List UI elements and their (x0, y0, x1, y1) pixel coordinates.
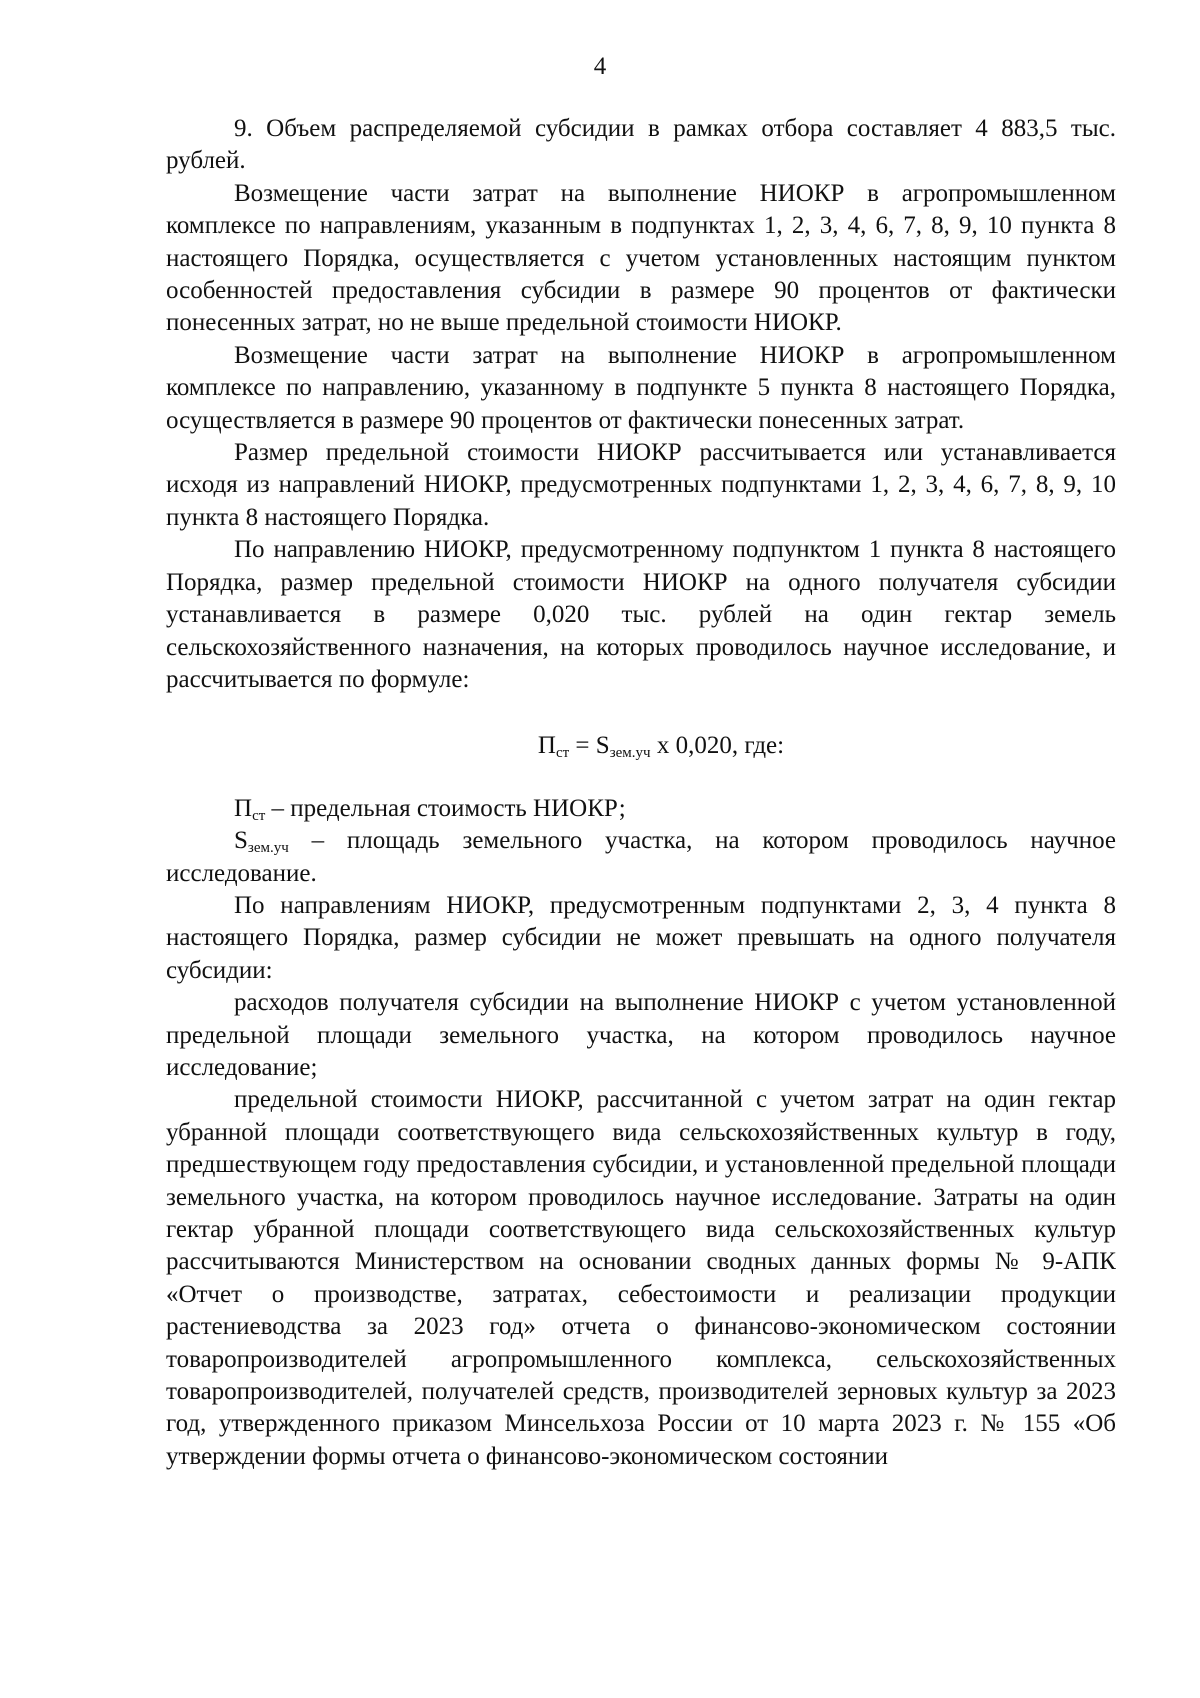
definition-text: – предельная стоимость НИОКР; (265, 794, 626, 822)
paragraph-direction-1: По направлению НИОКР, предусмотренному подпунктом 1 пункта 8 настоящего Порядка, размер предельной стоимости НИОКР на одного получателя субсидии устанавливается в размере 0,020 тыс. рублей на один гектар земель сельскохозяйственного назначения, на которых проводилось научное исследование, и рассчитывается по формуле: (166, 536, 1116, 693)
formula-lhs-symbol: П (537, 732, 556, 760)
page-number: 4 (593, 53, 607, 80)
definition-subscript: ст (252, 807, 266, 824)
formula-lhs-subscript: ст (555, 745, 570, 762)
definition-text: – площадь земельного участка, на котором проводилось научное исследование. (166, 827, 1116, 887)
definition-symbol: П (234, 794, 253, 822)
definition-land-area (166, 825, 1116, 890)
definition-limit-cost (166, 793, 1116, 825)
formula-equals: = (569, 732, 596, 760)
paragraph-directions-2-3-4: По направлениям НИОКР, предусмотренным подпунктами 2, 3, 4 пункта 8 настоящего Порядка, размер субсидии не может превышать на одного получателя субсидии: (166, 891, 1116, 984)
formula (166, 730, 1116, 762)
definition-symbol: S (234, 827, 248, 855)
document-body (166, 113, 1116, 1473)
paragraph-limit-cost: Размер предельной стоимости НИОКР рассчитывается или устанавливается исходя из направлений НИОКР, предусмотренных подпунктами 1, 2, 3, 4, 6, 7, 8, 9, 10 пункта 8 настоящего Порядка. (166, 439, 1116, 531)
formula-rhs-subscript: зем.уч (609, 745, 651, 762)
paragraph-limit-cost-calculation: предельной стоимости НИОКР, рассчитанной с учетом затрат на один гектар убранной площади соответствующего вида сельскохозяйственных культур в году, предшествующем году предоставления субсидии, и установленной предельной площади земельного участка, на котором проводилось научное исследование. Затраты на один гектар убранной площади соответствующего вида сельскохозяйственных культур рассчитываются Министерством на основании сводных данных формы № 9-АПК «Отчет о производстве, затратах, себестоимости и реализации продукции растениеводства за 2023 год» отчета о финансово-экономическом состоянии товаропроизводителей агропромышленного комплекса, сельскохозяйственных товаропроизводителей, получателей средств, производителей зерновых культур за 2023 год, утвержденного приказом Минсельхоза России от 10 марта 2023 г. № 155 «Об утверждении формы отчета о финансово-экономическом состоянии (166, 1086, 1116, 1470)
formula-rest: х 0,020, где: (650, 732, 785, 760)
paragraph-reimbursement-direction-5: Возмещение части затрат на выполнение НИОКР в агропромышленном комплексе по направлению, указанному в подпункте 5 пункта 8 настоящего Порядка, осуществляется в размере 90 процентов от фактически понесенных затрат. (166, 341, 1116, 434)
paragraph-recipient-expenses: расходов получателя субсидии на выполнение НИОКР с учетом установленной предельной площади земельного участка, на котором проводилось научное исследование; (166, 989, 1116, 1081)
formula-rhs-symbol: S (595, 732, 610, 760)
paragraph-reimbursement-directions: Возмещение части затрат на выполнение НИОКР в агропромышленном комплексе по направлениям, указанным в подпунктах 1, 2, 3, 4, 6, 7, 8, 9, 10 пункта 8 настоящего Порядка, осуществляется с учетом установленных настоящим пунктом особенностей предоставления субсидии в размере 90 процентов от фактически понесенных затрат, но не выше предельной стоимости НИОКР. (166, 179, 1116, 337)
definition-subscript: зем.уч (247, 840, 289, 857)
paragraph-subsidy-volume: 9. Объем распределяемой субсидии в рамках отбора составляет 4 883,5 тыс. рублей. (166, 115, 1116, 175)
